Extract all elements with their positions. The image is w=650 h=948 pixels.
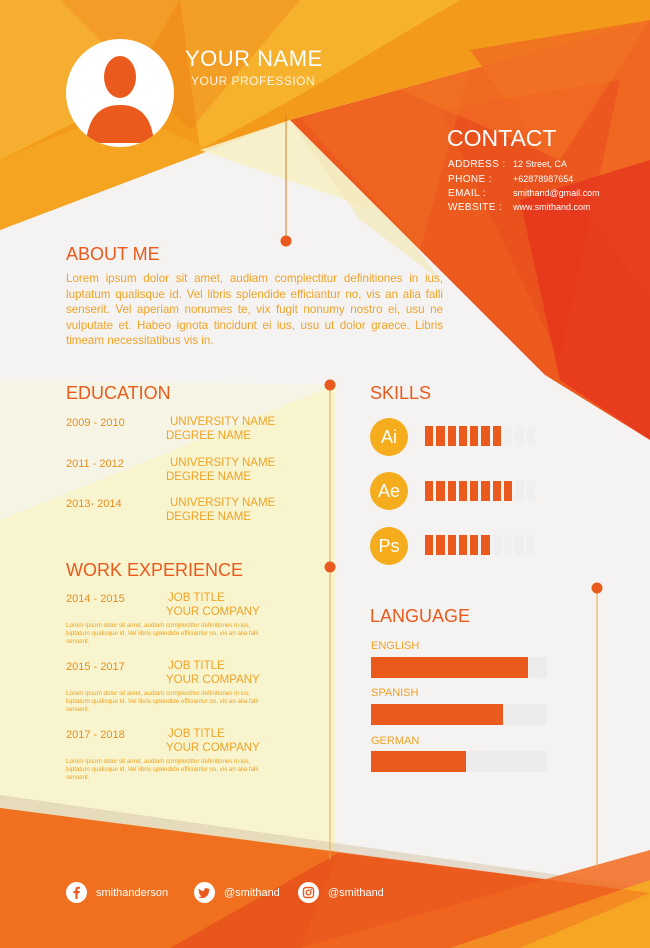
- contact-website: [448, 202, 591, 213]
- job-title: JOB TITLE: [168, 592, 225, 604]
- degree-name: DEGREE NAME: [166, 471, 251, 483]
- skill-badge-ps: Ps: [370, 527, 408, 565]
- skill-segment: [493, 535, 501, 555]
- skill-segment: [459, 535, 467, 555]
- skill-bar-ai: [425, 426, 535, 446]
- degree-name: DEGREE NAME: [166, 511, 251, 523]
- contact-value: +62878987654: [513, 174, 574, 184]
- about-text: Lorem ipsum dolor sit amet, audiam complectitur definitiones in ius, luptatum qualisque id. Vel libris splendide efficiantur no, vis an alia falli senserit. Vel aperiam nonumes te, vix fugit nonumy nostro ei, usu ne vulputate et. Habeo ignota tincidunt ei ius, usu ut dolor graece. Libris timeam necessitatibus vis in.: [66, 272, 443, 347]
- skill-segment: [527, 481, 535, 501]
- contact-label: ADDRESS :: [448, 159, 506, 170]
- language-bar-english: [371, 657, 547, 678]
- work-years: 2015 - 2017: [66, 661, 125, 673]
- contact-email: [448, 188, 600, 199]
- language-bar-spanish: [371, 704, 547, 725]
- skill-badge-ae: Ae: [370, 472, 408, 510]
- job-description: Lorem ipsum dolor sit amet, audiam complectitur definitiones in ius, luptatum qualisque id. Vel libris splendide efficiantur no, vis an alia falli senserit.: [66, 758, 259, 782]
- university-name: UNIVERSITY NAME: [170, 457, 276, 469]
- university-name: UNIVERSITY NAME: [170, 497, 276, 509]
- language-bar-fill: [371, 751, 466, 772]
- social-handle: smithanderson: [96, 886, 169, 899]
- instagram-icon: [298, 882, 319, 903]
- skill-segment: [436, 535, 444, 555]
- skill-segment: [481, 535, 489, 555]
- skill-badge-ai: Ai: [370, 418, 408, 456]
- job-title: JOB TITLE: [168, 728, 225, 740]
- contact-address: [448, 159, 567, 170]
- social-handle: @smithand: [224, 886, 280, 899]
- skill-bar-ae: [425, 481, 535, 501]
- contact-value: www.smithand.com: [513, 202, 591, 212]
- work-years: 2017 - 2018: [66, 729, 125, 741]
- skill-segment: [470, 481, 478, 501]
- education-years: 2013- 2014: [66, 498, 122, 510]
- person-icon: [66, 39, 174, 147]
- facebook-icon: [66, 882, 87, 903]
- company-name: YOUR COMPANY: [166, 606, 260, 618]
- person-name: YOUR NAME: [185, 46, 323, 71]
- language-bar-german: [371, 751, 547, 772]
- contact-phone: [448, 174, 573, 185]
- skills-title: SKILLS: [370, 383, 432, 403]
- skill-segment: [493, 481, 501, 501]
- skill-segment: [459, 426, 467, 446]
- education-years: 2009 - 2010: [66, 417, 125, 429]
- company-name: YOUR COMPANY: [166, 742, 260, 754]
- job-title: JOB TITLE: [168, 660, 225, 672]
- skill-segment: [425, 426, 433, 446]
- social-instagram[interactable]: [298, 882, 384, 903]
- skill-segment: [436, 426, 444, 446]
- language-label: ENGLISH: [371, 640, 420, 652]
- skill-segment: [527, 426, 535, 446]
- skill-segment: [425, 481, 433, 501]
- skill-segment: [493, 426, 501, 446]
- skill-segment: [436, 481, 444, 501]
- company-name: YOUR COMPANY: [166, 674, 260, 686]
- language-label: SPANISH: [371, 687, 419, 699]
- skill-segment: [527, 535, 535, 555]
- contact-label: WEBSITE :: [448, 202, 503, 213]
- skill-segment: [470, 426, 478, 446]
- work-years: 2014 - 2015: [66, 593, 125, 605]
- skill-segment: [448, 481, 456, 501]
- social-facebook[interactable]: [66, 882, 168, 903]
- education-years: 2011 - 2012: [66, 458, 124, 470]
- skill-segment: [504, 535, 512, 555]
- skill-segment: [481, 426, 489, 446]
- skill-segment: [448, 426, 456, 446]
- about-title: ABOUT ME: [66, 244, 160, 264]
- contact-value: 12 Street, CA: [513, 159, 568, 169]
- job-description: Lorem ipsum dolor sit amet, audiam complectitur definitiones in ius, luptatum qualisque id. Vel libris splendide efficiantur no, vis an alia falli senserit.: [66, 622, 259, 646]
- skill-segment: [515, 426, 523, 446]
- skill-bar-ps: [425, 535, 535, 555]
- language-title: LANGUAGE: [370, 606, 471, 626]
- person-profession: YOUR PROFESSION: [191, 74, 316, 88]
- skill-segment: [448, 535, 456, 555]
- skill-segment: [481, 481, 489, 501]
- social-twitter[interactable]: [194, 882, 280, 903]
- degree-name: DEGREE NAME: [166, 430, 251, 442]
- language-bar-fill: [371, 657, 528, 678]
- contact-title: CONTACT: [447, 125, 557, 151]
- university-name: UNIVERSITY NAME: [170, 416, 276, 428]
- education-title: EDUCATION: [66, 383, 171, 403]
- contact-label: PHONE :: [448, 174, 492, 185]
- skill-segment: [515, 535, 523, 555]
- language-bar-fill: [371, 704, 503, 725]
- job-description: Lorem ipsum dolor sit amet, audiam complectitur definitiones in ius, luptatum qualisque id. Vel libris splendide efficiantur no, vis an alia falli senserit.: [66, 690, 259, 714]
- avatar: [66, 39, 174, 147]
- contact-value: smithand@gmail.com: [513, 188, 600, 198]
- twitter-icon: [194, 882, 215, 903]
- skill-segment: [504, 426, 512, 446]
- contact-label: EMAIL :: [448, 188, 486, 199]
- social-handle: @smithand: [328, 886, 384, 899]
- language-label: GERMAN: [371, 735, 420, 747]
- skill-segment: [504, 481, 512, 501]
- work-title: WORK EXPERIENCE: [66, 560, 244, 580]
- skill-segment: [459, 481, 467, 501]
- skill-segment: [515, 481, 523, 501]
- skill-segment: [470, 535, 478, 555]
- skill-segment: [425, 535, 433, 555]
